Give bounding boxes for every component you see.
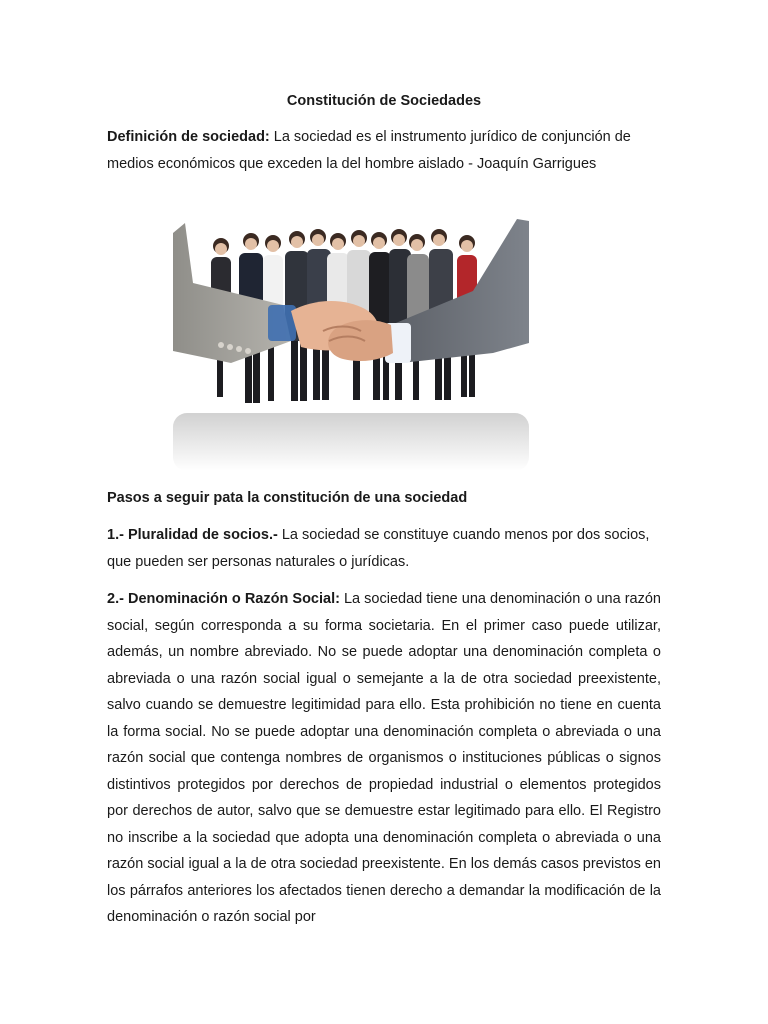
definition-text: La sociedad es el instrumento jurídico de conjunción de medios económicos que exceden la del hombre aislado - Joaquín Garrigues (107, 129, 631, 172)
step-2-paragraph (107, 586, 661, 931)
step-1-paragraph (107, 522, 661, 575)
step-2-label: 2.- Denominación o Razón Social: (107, 591, 340, 607)
page-title: Constitución de Sociedades (286, 93, 482, 109)
definition-paragraph (107, 124, 661, 177)
business-team-handshake-icon (173, 213, 529, 471)
steps-heading: Pasos a seguir pata la constitución de una sociedad (107, 490, 468, 506)
step-1-text: La sociedad se constituye cuando menos por dos socios, que pueden ser personas naturales o jurídicas. (107, 527, 650, 570)
step-2-text: La sociedad tiene una denominación o una razón social, según corresponda a su forma societaria. En el primer caso puede utilizar, además, un nombre abreviado. No se puede adoptar una denominación completa o abreviada o una razón social igual o semejante a la de otra sociedad preexistente, salvo cuando se demuestre legitimidad para ello. Esta prohibición no tiene en cuenta la forma social. No se puede adoptar una denominación completa o abreviada o una razón social que contenga nombres de organismos o instituciones públicas o signos distintivos protegidos por derechos de propiedad industrial o elementos protegidos por derechos de autor, salvo que se demuestre estar legitimado para ello. El Registro no inscribe a la sociedad que adopta una denominación completa o abreviada o una razón social igual a la de otra sociedad preexistente. En los demás casos previstos en los párrafos anteriores los afectados tienen derecho a demandar la modificación de la denominación o razón social por (107, 591, 661, 925)
handshake-team-photo (173, 213, 529, 471)
definition-label: Definición de sociedad: (107, 129, 270, 145)
step-1-label: 1.- Pluralidad de socios.- (107, 527, 278, 543)
